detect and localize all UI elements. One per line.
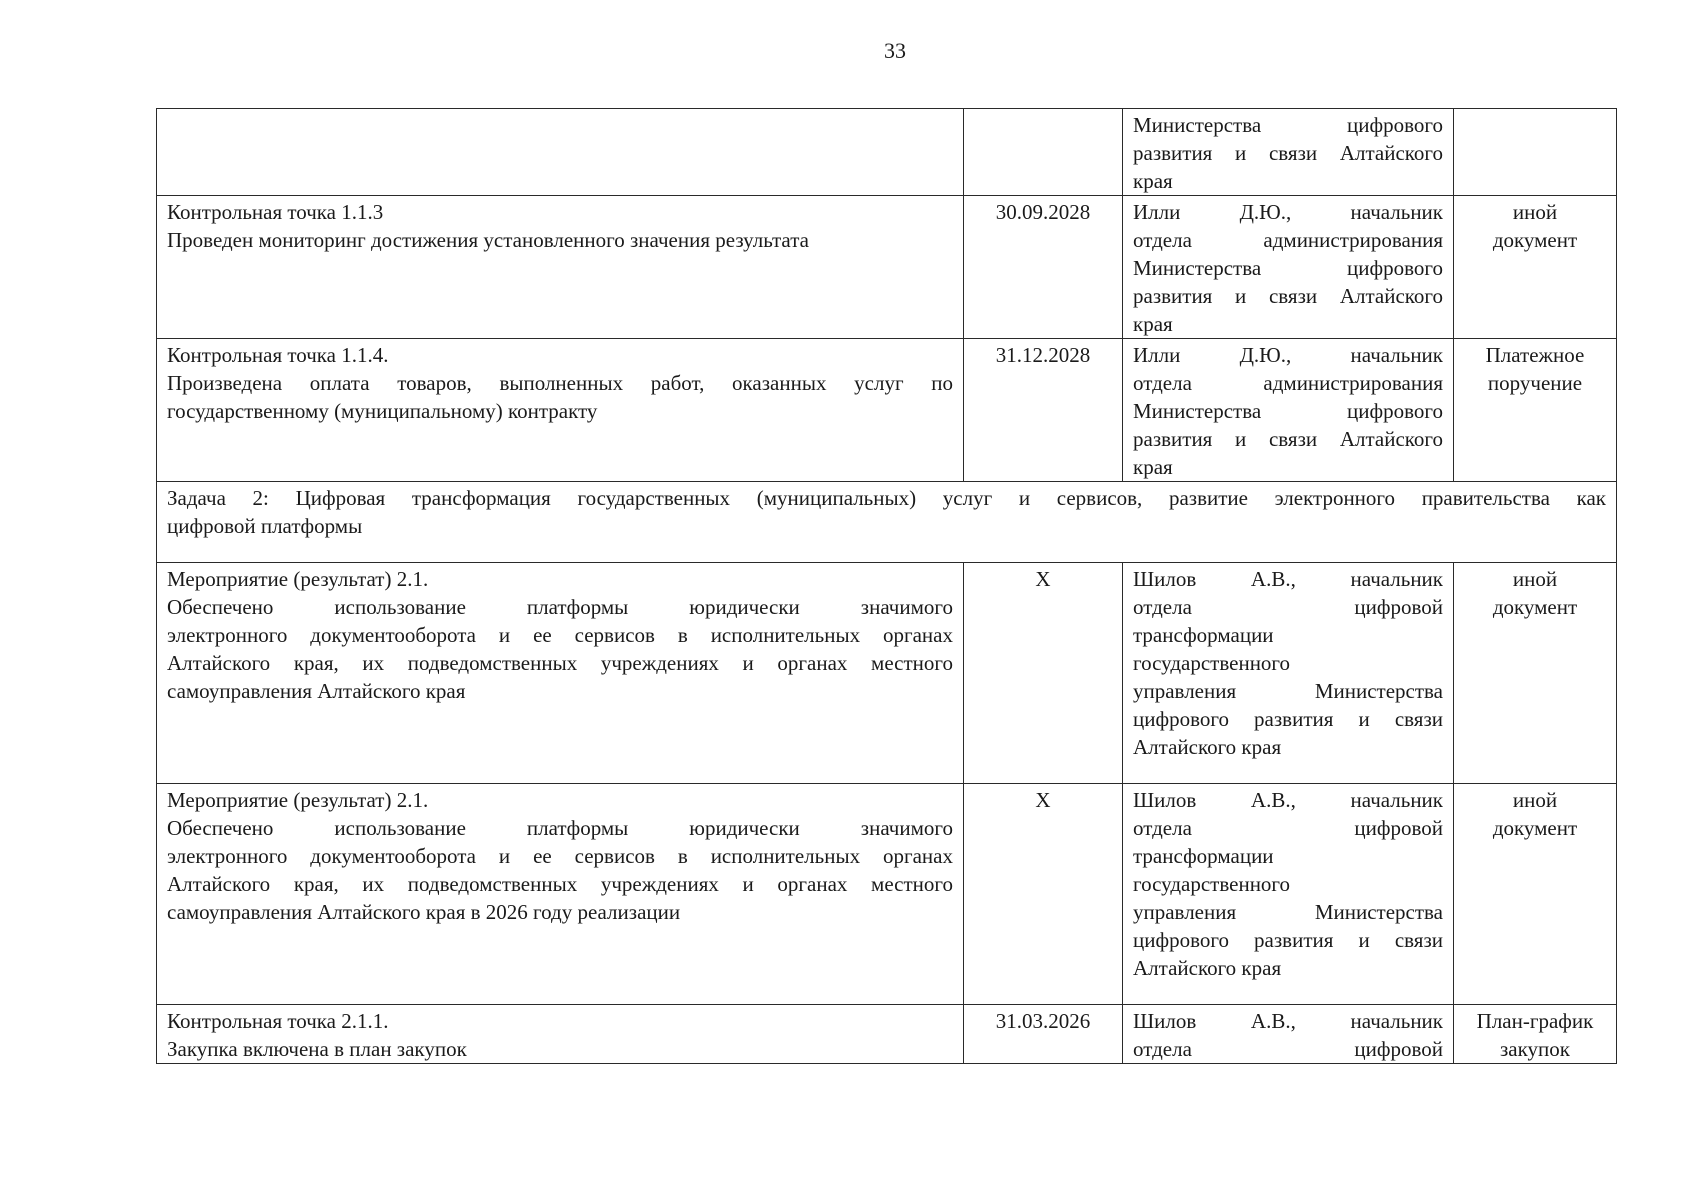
item-description-line: Обеспечено использование платформы юридически значимого — [167, 816, 953, 840]
item-title: Контрольная точка 1.1.3 — [167, 200, 384, 224]
item-description-cell — [157, 339, 964, 482]
document-type-cell — [1454, 196, 1617, 339]
responsible-cell — [1123, 196, 1454, 339]
task-heading-line: Задача 2: Цифровая трансформация государственных (муниципальных) услуг и сервисов, развитие электронного правительства как — [167, 486, 1606, 510]
item-description-cell — [157, 196, 964, 339]
document-type-line: закупок — [1500, 1037, 1570, 1061]
task-heading-cell — [157, 482, 1617, 563]
item-description-cell — [157, 109, 964, 196]
responsible-line: Шилов А.В., начальник — [1133, 567, 1443, 591]
item-description-line: Проведен мониторинг достижения установленного значения результата — [167, 228, 809, 252]
responsible-line: развития и связи Алтайского — [1133, 141, 1443, 165]
responsible-line: управления Министерства — [1133, 900, 1443, 924]
responsible-cell — [1123, 563, 1454, 784]
item-title: Контрольная точка 1.1.4. — [167, 343, 389, 367]
deadline-date: Х — [1035, 567, 1051, 591]
responsible-line: отдела цифровой — [1133, 1037, 1443, 1061]
document-type-line: План-график — [1476, 1009, 1594, 1033]
responsible-line: края — [1133, 169, 1173, 193]
document-type-cell — [1454, 1005, 1617, 1064]
document-type-line: документ — [1492, 816, 1578, 840]
document-type-cell — [1454, 109, 1617, 196]
responsible-line: Министерства цифрового — [1133, 113, 1443, 137]
document-type-line: Платежное — [1485, 343, 1585, 367]
deadline-cell — [964, 109, 1123, 196]
item-description-line: Алтайского края, их подведомственных учреждениях и органах местного — [167, 651, 953, 675]
item-description-line: самоуправления Алтайского края — [167, 679, 466, 703]
deadline-date: 30.09.2028 — [995, 200, 1091, 224]
item-description-line: Обеспечено использование платформы юридически значимого — [167, 595, 953, 619]
deadline-cell — [964, 563, 1123, 784]
responsible-cell — [1123, 784, 1454, 1005]
responsible-line: Алтайского края — [1133, 956, 1282, 980]
responsible-line: государственного — [1133, 872, 1291, 896]
table-row — [157, 784, 1617, 1005]
item-description-line: электронного документооборота и ее сервисов в исполнительных органах — [167, 623, 953, 647]
responsible-line: трансформации — [1133, 844, 1274, 868]
responsible-line: края — [1133, 312, 1173, 336]
responsible-line: цифрового развития и связи — [1133, 928, 1443, 952]
deadline-cell — [964, 196, 1123, 339]
responsible-line: развития и связи Алтайского — [1133, 284, 1443, 308]
deadline-date: Х — [1035, 788, 1051, 812]
item-description-line: самоуправления Алтайского края в 2026 году реализации — [167, 900, 681, 924]
control-points-table — [156, 108, 1617, 1064]
page-number: 33 — [884, 38, 906, 63]
task-heading-line: цифровой платформы — [167, 514, 363, 538]
responsible-line: края — [1133, 455, 1173, 479]
responsible-line: государственного — [1133, 651, 1291, 675]
item-title: Мероприятие (результат) 2.1. — [167, 788, 429, 812]
document-type-cell — [1454, 339, 1617, 482]
document-type-line: иной — [1512, 567, 1558, 591]
responsible-cell — [1123, 339, 1454, 482]
table-row — [157, 339, 1617, 482]
item-title: Контрольная точка 2.1.1. — [167, 1009, 389, 1033]
document-type-line: поручение — [1487, 371, 1583, 395]
responsible-cell — [1123, 109, 1454, 196]
deadline-date: 31.03.2026 — [995, 1009, 1091, 1033]
deadline-date: 31.12.2028 — [995, 343, 1091, 367]
responsible-line: отдела администрирования — [1133, 228, 1443, 252]
responsible-line: Министерства цифрового — [1133, 399, 1443, 423]
table-row — [157, 563, 1617, 784]
item-title: Мероприятие (результат) 2.1. — [167, 567, 429, 591]
table-row — [157, 196, 1617, 339]
document-type-line: иной — [1512, 788, 1558, 812]
responsible-line: Алтайского края — [1133, 735, 1282, 759]
table-row — [157, 482, 1617, 563]
item-description-cell — [157, 784, 964, 1005]
document-type-line: документ — [1492, 595, 1578, 619]
item-description-cell — [157, 563, 964, 784]
responsible-line: управления Министерства — [1133, 679, 1443, 703]
responsible-line: отдела цифровой — [1133, 595, 1443, 619]
table-row — [157, 109, 1617, 196]
document-type-line: документ — [1492, 228, 1578, 252]
table-row — [157, 1005, 1617, 1064]
item-description-cell — [157, 1005, 964, 1064]
item-description-line: электронного документооборота и ее сервисов в исполнительных органах — [167, 844, 953, 868]
responsible-line: Шилов А.В., начальник — [1133, 1009, 1443, 1033]
deadline-cell — [964, 784, 1123, 1005]
responsible-line: трансформации — [1133, 623, 1274, 647]
item-description-line: Алтайского края, их подведомственных учреждениях и органах местного — [167, 872, 953, 896]
responsible-line: отдела администрирования — [1133, 371, 1443, 395]
document-type-cell — [1454, 563, 1617, 784]
deadline-cell — [964, 339, 1123, 482]
responsible-line: Министерства цифрового — [1133, 256, 1443, 280]
responsible-line: Илли Д.Ю., начальник — [1133, 200, 1443, 224]
item-description-line: Закупка включена в план закупок — [167, 1037, 467, 1061]
responsible-line: развития и связи Алтайского — [1133, 427, 1443, 451]
responsible-line: отдела цифровой — [1133, 816, 1443, 840]
responsible-line: цифрового развития и связи — [1133, 707, 1443, 731]
document-type-line: иной — [1512, 200, 1558, 224]
item-description-line: Произведена оплата товаров, выполненных работ, оказанных услуг по — [167, 371, 953, 395]
responsible-line: Илли Д.Ю., начальник — [1133, 343, 1443, 367]
item-description-line: государственному (муниципальному) контракту — [167, 399, 598, 423]
responsible-line: Шилов А.В., начальник — [1133, 788, 1443, 812]
document-type-cell — [1454, 784, 1617, 1005]
responsible-cell — [1123, 1005, 1454, 1064]
deadline-cell — [964, 1005, 1123, 1064]
